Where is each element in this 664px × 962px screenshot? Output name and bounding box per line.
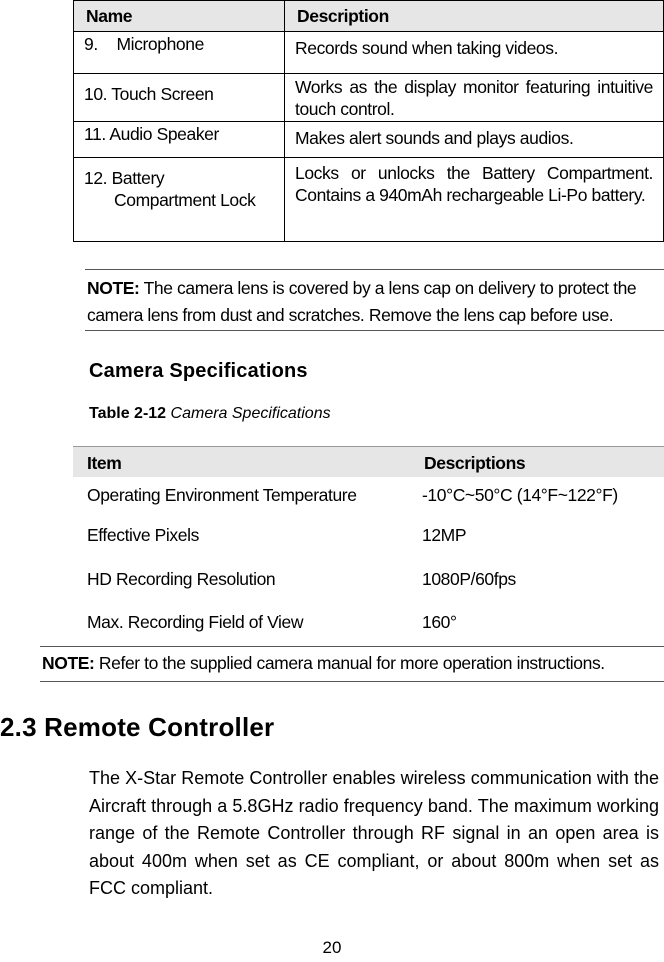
note-label: NOTE: — [87, 278, 140, 298]
note-top-rule — [40, 646, 664, 647]
note-bottom-rule — [85, 330, 664, 331]
row-name-cell — [74, 32, 285, 74]
table-caption — [89, 405, 331, 423]
row-name: Touch Screen — [111, 84, 214, 104]
note-top-rule — [85, 269, 664, 270]
row-description: Records sound when taking videos. — [285, 32, 664, 74]
spec-value: -10°C~50°C (14°F~122°F) — [422, 485, 618, 505]
row-number: 10. — [84, 84, 108, 104]
table-row — [74, 158, 664, 242]
header-name: Name — [74, 1, 285, 32]
row-number: 12. — [84, 168, 108, 188]
note-text: Refer to the supplied camera manual for more operation instructions. — [94, 653, 605, 673]
note-label: NOTE: — [42, 653, 95, 673]
row-name-line2: Compartment Lock — [114, 190, 256, 210]
row-name-cell — [74, 122, 285, 158]
section-heading: Camera Specifications — [89, 360, 308, 382]
page-number: 20 — [322, 938, 342, 957]
components-table — [73, 0, 664, 242]
row-description: Locks or unlocks the Battery Compartment. Contains a 940mAh rechargeable Li-Po battery. — [285, 158, 664, 242]
table-row — [74, 74, 664, 122]
row-number: 9. — [84, 34, 98, 54]
row-name-line1: Battery — [111, 168, 165, 188]
row-number: 11. — [84, 124, 106, 144]
row-name: Microphone — [116, 34, 204, 54]
row-name-cell — [74, 158, 285, 242]
caption-label: Table 2-12 — [89, 405, 167, 422]
spec-item: Effective Pixels — [87, 525, 199, 545]
table-row — [74, 122, 664, 158]
caption-title: Camera Specifications — [170, 405, 331, 422]
spec-item: HD Recording Resolution — [87, 569, 276, 589]
header-description: Description — [285, 1, 664, 32]
lens-cap-note — [87, 275, 662, 329]
spec-value: 160° — [422, 612, 457, 632]
section-heading: 2.3 Remote Controller — [0, 712, 275, 742]
note-text: The camera lens is covered by a lens cap on delivery to protect the camera lens from dust and scratches. Remove the lens cap before use. — [87, 278, 637, 325]
note-bottom-rule — [40, 681, 664, 682]
remote-description-paragraph: The X-Star Remote Controller enables wireless communication with the Aircraft through a 5.8GHz radio frequency band. The maximum working range of the Remote Controller through RF signal in an open area is about 400m when set as CE compliant, or about 800m when set as FCC compliant. — [89, 768, 659, 898]
spec-item: Max. Recording Field of View — [87, 612, 304, 632]
spec-item: Operating Environment Temperature — [87, 485, 357, 505]
header-descriptions: Descriptions — [424, 453, 526, 473]
row-description: Makes alert sounds and plays audios. — [285, 122, 664, 158]
row-name-cell — [74, 74, 285, 122]
spec-value: 1080P/60fps — [422, 569, 516, 589]
row-name: Audio Speaker — [109, 124, 219, 144]
table-row — [74, 32, 664, 74]
header-item: Item — [87, 453, 122, 473]
spec-value: 12MP — [422, 525, 467, 545]
table-header-row — [74, 1, 664, 32]
specs-table-header — [73, 446, 664, 477]
camera-manual-note — [42, 650, 662, 677]
row-description: Works as the display monitor featuring intuitive touch control. — [285, 74, 664, 122]
